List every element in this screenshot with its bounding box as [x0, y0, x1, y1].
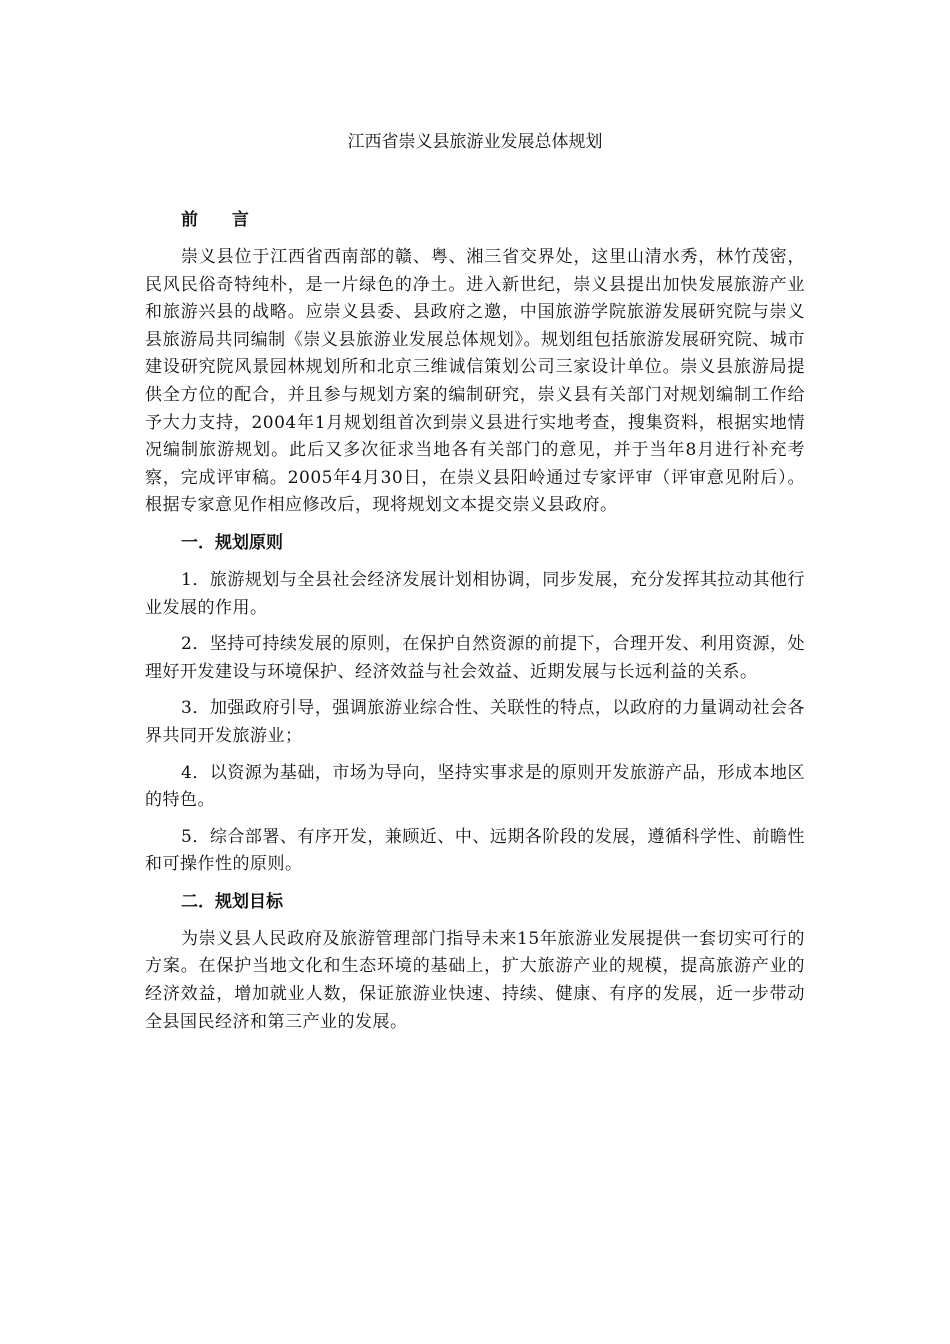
document-body [145, 206, 805, 1045]
goals-paragraph: 为崇义县人民政府及旅游管理部门指导未来15年旅游业发展提供一套切实可行的方案。在保护当地文化和生态环境的基础上，扩大旅游产业的规模，提高旅游产业的经济效益，增加就业人数，保证旅游业快速、持续、健康、有序的发展，近一步带动全县国民经济和第三产业的发展。 [145, 928, 805, 1032]
preface-paragraph: 崇义县位于江西省西南部的赣、粤、湘三省交界处，这里山清水秀，林竹茂密，民风民俗奇特纯朴，是一片绿色的净土。进入新世纪，崇义县提出加快发展旅游产业和旅游兴县的战略。应崇义县委、县政府之邀，中国旅游学院旅游发展研究院与崇义县旅游局共同编制《崇义县旅游业发展总体规划》。规划组包括旅游发展研究院、城市建设研究院风景园林规划所和北京三维诚信策划公司三家设计单位。崇义县旅游局提供全方位的配合，并且参与规划方案的编制研究，崇义县有关部门对规划编制工作给予大力支持，2004年1月规划组首次到崇义县进行实地考查，搜集资料，根据实地情况编制旅游规划。此后又多次征求当地各有关部门的意见，并于当年8月进行补充考察，完成评审稿。2005年4月30日，在崇义县阳岭通过专家评审（评审意见附后）。根据专家意见作相应修改后，现将规划文本提交崇义县政府。 [145, 247, 805, 516]
section-heading-principles: 一．规划原则 [181, 532, 283, 553]
principle-item-5: 5．综合部署、有序开发，兼顾近、中、远期各阶段的发展，遵循科学性、前瞻性和可操作性的原则。 [145, 826, 805, 875]
principle-item-3: 3．加强政府引导，强调旅游业综合性、关联性的特点，以政府的力量调动社会各界共同开发旅游业； [145, 698, 805, 746]
principle-item-4: 4．以资源为基础，市场为导向，坚持实事求是的原则开发旅游产品，形成本地区的特色。 [145, 762, 805, 811]
principle-item-1: 1．旅游规划与全县社会经济发展计划相协调，同步发展，充分发挥其拉动其他行业发展的作用。 [145, 569, 805, 618]
document-title: 江西省崇义县旅游业发展总体规划 [347, 132, 603, 152]
principle-item-2: 2．坚持可持续发展的原则，在保护自然资源的前提下，合理开发、利用资源，处理好开发建设与环境保护、经济效益与社会效益、近期发展与长远利益的关系。 [145, 634, 805, 682]
preface-heading: 前 言 [181, 210, 263, 230]
section-heading-goals: 二．规划目标 [181, 891, 283, 912]
